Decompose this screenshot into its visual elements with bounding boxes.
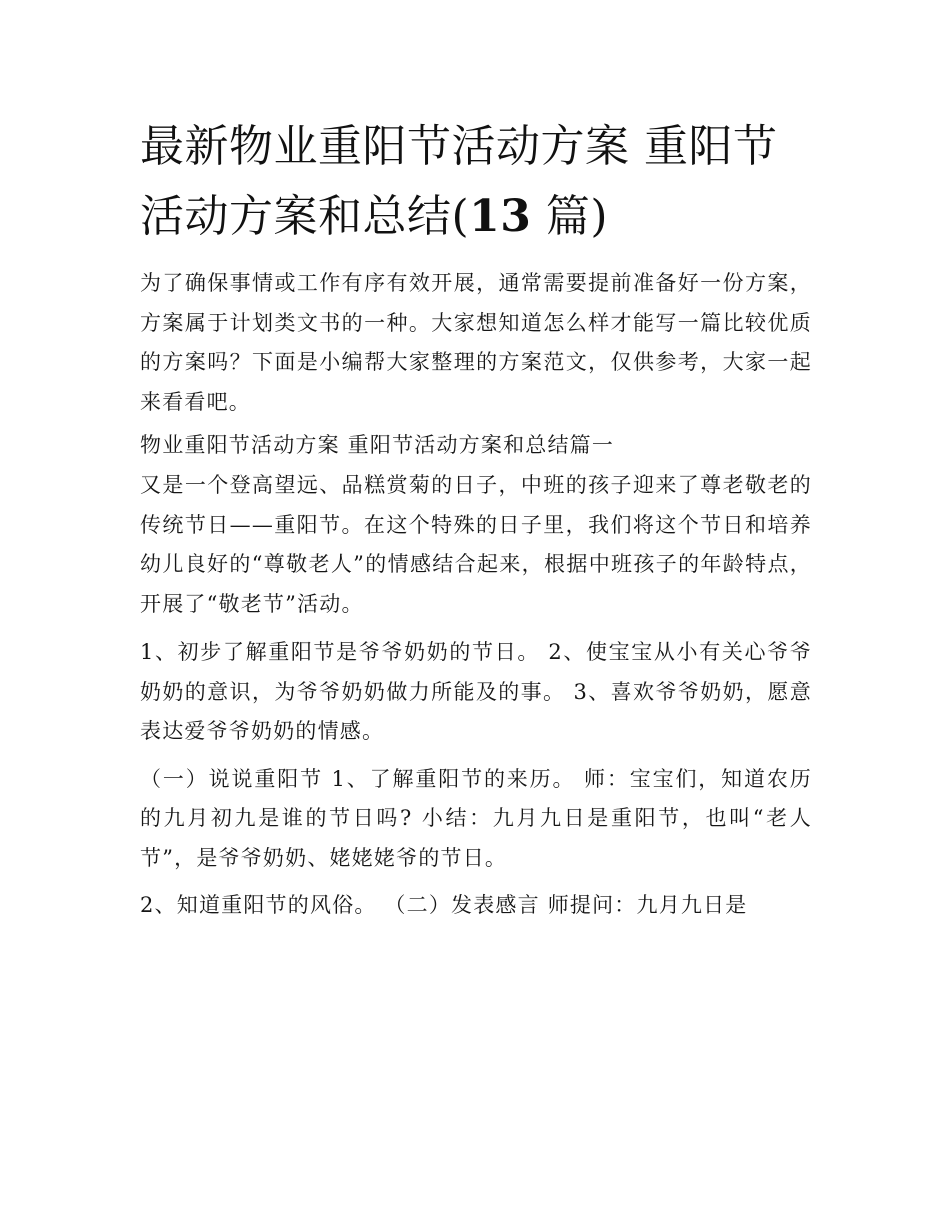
intro-paragraph: 为了确保事情或工作有序有效开展，通常需要提前准备好一份方案，方案属于计划类文书的一种。大家想知道怎么样才能写一篇比较优质的方案吗？下面是小编帮大家整理的方案范文，仅供参考，大家一起来看看吧。 [140,271,812,414]
steps-paragraph: （一）说说重阳节 1、了解重阳节的来历。 师：宝宝们，知道农历的九月初九是谁的节日吗? 小结：九月九日是重阳节，也叫“老人节”，是爷爷奶奶、姥姥姥爷的节日。 [140,766,812,870]
title-main: 最新物业重阳节活动方案 重阳节活动方案和总结( [140,121,778,242]
last-paragraph: 2、知道重阳节的风俗。 （二）发表感言 师提问：九月九日是 [140,893,748,917]
story-paragraph: 又是一个登高望远、品糕赏菊的日子，中班的孩子迎来了尊老敬老的传统节日——重阳节。在这个特殊的日子里，我们将这个节日和培养幼儿良好的“尊敬老人”的情感结合起来，根据中班孩子的年龄特点，开展了“敬老节”活动。 [140,473,812,616]
document-page [140,112,812,926]
section-heading: 物业重阳节活动方案 重阳节活动方案和总结篇一 [140,433,615,457]
title-suffix: 篇) [531,191,609,242]
document-title [140,112,812,252]
goals-paragraph: 1、初步了解重阳节是爷爷奶奶的节日。 2、使宝宝从小有关心爷爷奶奶的意识，为爷爷奶奶做力所能及的事。 3、喜欢爷爷奶奶，愿意表达爱爷爷奶奶的情感。 [140,640,812,743]
title-count: 13 [469,191,532,242]
